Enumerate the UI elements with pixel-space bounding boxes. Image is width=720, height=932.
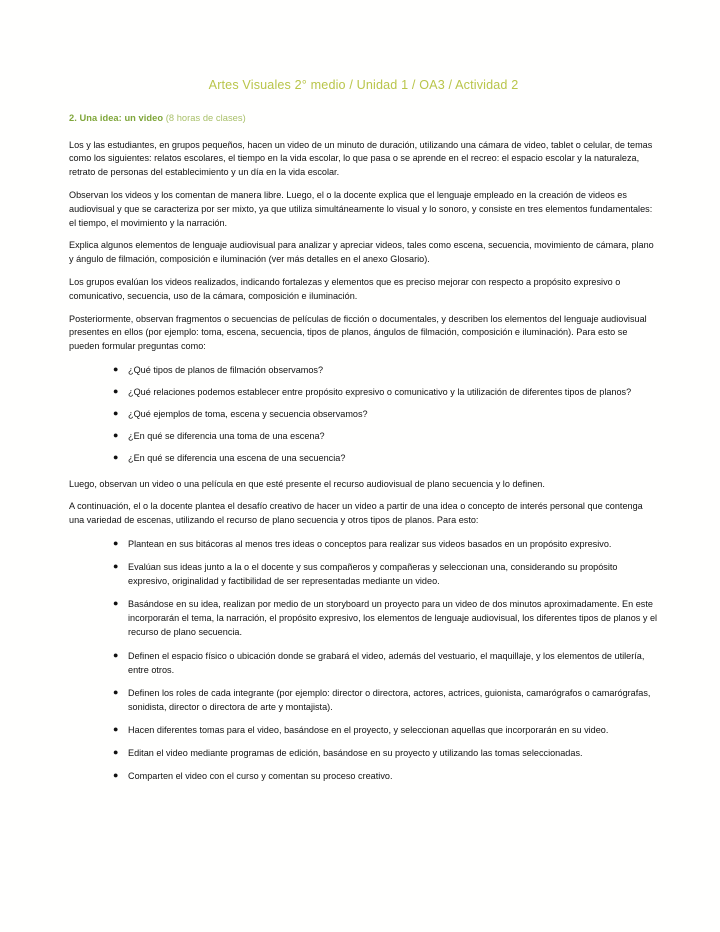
bullet-icon: ● (113, 747, 119, 758)
section-heading (69, 112, 658, 125)
list-item-text: ¿En qué se diferencia una toma de una escena? (128, 431, 325, 442)
list-item-text: ¿Qué ejemplos de toma, escena y secuencia observamos? (128, 409, 368, 420)
bullet-icon: ● (113, 430, 119, 441)
list-item (69, 723, 658, 737)
list-item-text: ¿Qué relaciones podemos establecer entre propósito expresivo o comunicativo y la utilización de diferentes tipos de planos? (128, 387, 632, 398)
section-hours: (8 horas de clases) (165, 113, 246, 123)
bullet-icon: ● (113, 723, 119, 734)
paragraph-3: Explica algunos elementos de lenguaje audiovisual para analizar y apreciar videos, tales como escena, secuencia, movimiento de cámara, plano y ángulo de filmación, composición e iluminación (ver más detalles en el anexo Glosario). (69, 240, 654, 265)
bullet-icon: ● (113, 538, 119, 549)
list-item-text: Definen los roles de cada integrante (por ejemplo: director o directora, actores, actrices, guionista, camarógrafos o camarógrafas, sonidista, director o directora de arte y montajista). (128, 687, 651, 712)
list-item (69, 649, 658, 677)
bullet-icon: ● (113, 386, 119, 397)
bullet-icon: ● (113, 649, 119, 660)
bullet-icon: ● (113, 452, 119, 463)
list-item (69, 746, 658, 760)
list-item (69, 769, 658, 783)
list-item (69, 597, 658, 639)
list-item-text: ¿En qué se diferencia una escena de una secuencia? (128, 453, 346, 464)
list-item (69, 429, 658, 443)
list-item (69, 385, 658, 399)
paragraph-4: Los grupos evalúan los videos realizados, indicando fortalezas y elementos que es preciso mejorar con respecto a propósito expresivo o comunicativo, secuencia, uso de la cámara, composición e iluminación. (69, 277, 621, 301)
tasks-list (69, 537, 658, 783)
list-item (69, 686, 658, 714)
list-item-text: Hacen diferentes tomas para el video, basándose en el proyecto, y seleccionan aquellas que incorporarán en su video. (128, 724, 609, 735)
questions-list (69, 363, 658, 465)
section-heading-prefix: Una idea: (79, 113, 122, 123)
list-item-text: Editan el video mediante programas de edición, basándose en su proyecto y utilizando las tomas seleccionadas. (128, 748, 583, 759)
list-item (69, 407, 658, 421)
list-item (69, 537, 658, 551)
bullet-icon: ● (113, 364, 119, 375)
list-item-text: Evalúan sus ideas junto a la o el docente y sus compañeros y compañeras y seleccionan una, considerando su propósito expresivo, originalidad y factibilidad de ser representadas mediante un video. (128, 562, 618, 587)
list-item-text: Plantean en sus bitácoras al menos tres ideas o conceptos para realizar sus videos basados en un propósito expresivo. (128, 539, 612, 550)
section-heading-main: un video (124, 113, 164, 123)
bullet-icon: ● (113, 770, 119, 781)
paragraph-6: Luego, observan un video o una película en que esté presente el recurso audiovisual de plano secuencia y lo definen. (69, 478, 545, 489)
bullet-icon: ● (113, 598, 119, 609)
paragraph-7: A continuación, el o la docente plantea el desafío creativo de hacer un video a partir de una idea o concepto de interés personal que contenga una variedad de escenas, utilizando el recurso de plano secuencia y otros tipos de planos. Para esto: (69, 501, 643, 526)
list-item-text: Definen el espacio físico o ubicación donde se grabará el video, además del vestuario, el maquillaje, y los elementos de utilería, entre otros. (128, 650, 645, 675)
list-item-text: Basándose en su idea, realizan por medio de un storyboard un proyecto para un video de dos minutos aproximadamente. En este incorporarán el tema, la narración, el propósito expresivo, los elementos de lenguaje audiovisual, los diferentes tipos de planos y el recurso de plano secuencia. (128, 599, 658, 638)
bullet-icon: ● (113, 561, 119, 572)
bullet-icon: ● (113, 686, 119, 697)
bullet-icon: ● (113, 408, 119, 419)
paragraph-1: Los y las estudiantes, en grupos pequeños, hacen un video de un minuto de duración, utilizando una cámara de video, tablet o celular, de temas como los siguientes: relatos escolares, el tiempo en la vida escolar, lo que pasa o se aprende en el recreo: el espacio escolar y la naturaleza, retrato de personas del establecimiento y un día en la vida escolar. (69, 139, 653, 178)
paragraph-2: Observan los videos y los comentan de manera libre. Luego, el o la docente explica que el lenguaje empleado en la creación de videos es audiovisual y que se caracteriza por ser mixto, ya que utiliza simultáneamente lo visual y lo sonoro, y consiste en tres elementos fundamentales: el tiempo, el movimiento y la narración. (69, 189, 653, 228)
section-number: 2. (69, 113, 77, 123)
list-item-text: Comparten el video con el curso y comentan su proceso creativo. (128, 771, 393, 782)
list-item (69, 363, 658, 377)
list-item (69, 451, 658, 465)
paragraph-5: Posteriormente, observan fragmentos o secuencias de películas de ficción o documentales, y describen los elementos del lenguaje audiovisual presentes en ellos (por ejemplo: toma, escena, secuencia, tipos de planos, ángulos de filmación, composición e iluminación). Para esto se pueden formular preguntas como: (69, 313, 647, 352)
list-item (69, 560, 658, 588)
page-title: Artes Visuales 2° medio / Unidad 1 / OA3 / Actividad 2 (208, 78, 519, 92)
list-item-text: ¿Qué tipos de planos de filmación observamos? (128, 365, 324, 376)
